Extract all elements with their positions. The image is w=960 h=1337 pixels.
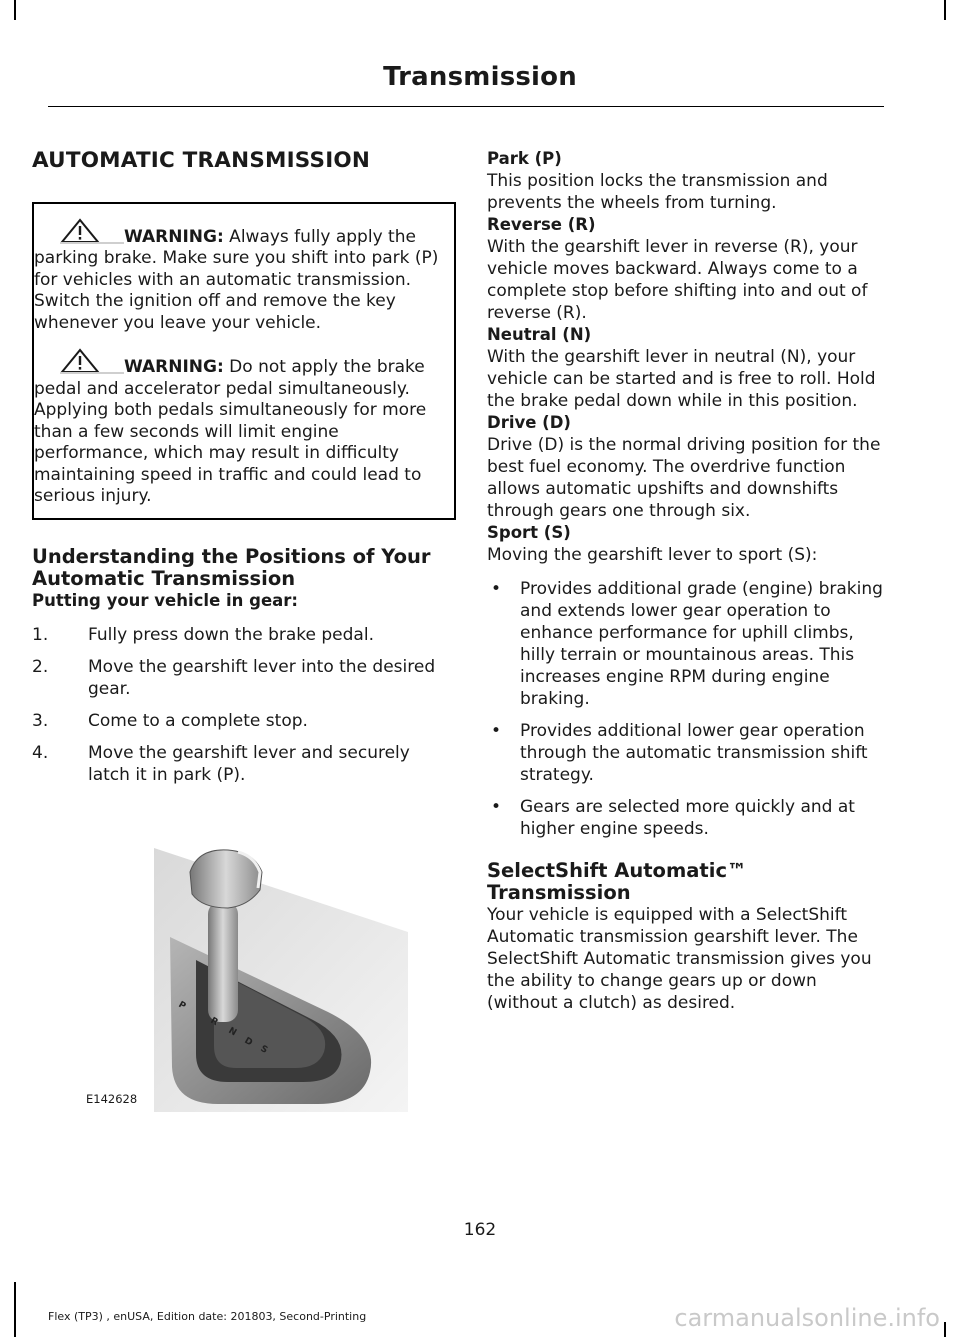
park-heading: Park (P) [487, 149, 562, 168]
header-rule [48, 106, 884, 107]
list-item: 1. Fully press down the brake pedal. [32, 624, 374, 645]
park-text: This position locks the transmission and prevents the wheels from turning. [487, 171, 828, 213]
reverse-heading: Reverse (R) [487, 215, 596, 234]
crop-mark-bottom-left [14, 1282, 16, 1337]
sport-heading: Sport (S) [487, 523, 571, 542]
positions-subheading: Understanding the Positions of Your Automatic Transmission [32, 544, 431, 590]
section-title: AUTOMATIC TRANSMISSION [32, 148, 371, 173]
right-column [487, 148, 883, 1014]
list-item: 2. Move the gearshift lever into the desired gear. [32, 656, 436, 699]
selectshift-text: Your vehicle is equipped with a SelectShift Automatic transmission gearshift lever. The SelectShift Automatic transmission gives you the ability to change gears up or down (without a clutch) as desired. [487, 905, 872, 1013]
list-item: • Gears are selected more quickly and at higher engine speeds. [491, 797, 855, 839]
page-number: 162 [463, 1220, 497, 1240]
svg-text:R: R [208, 1015, 220, 1029]
steps-list [32, 624, 456, 786]
svg-text:S: S [258, 1043, 270, 1056]
neutral-text: With the gearshift lever in neutral (N), your vehicle can be started and is free to roll. Hold the brake pedal down while in this position. [487, 347, 876, 411]
steps-heading: Putting your vehicle in gear: [32, 590, 299, 610]
sport-intro: Moving the gearshift lever to sport (S): [487, 545, 818, 565]
crop-mark-top-left [14, 0, 16, 20]
edition-footer: Flex (TP3) , enUSA, Edition date: 201803, Second-Printing [48, 1310, 367, 1323]
svg-text:N: N [226, 1025, 239, 1039]
list-item: • Provides additional grade (engine) braking and extends lower gear operation to enhance performance for uphill climbs, hilly terrain or mountainous areas. This increases engine RPM during engine braking. [491, 579, 883, 709]
list-item: 4. Move the gearshift lever and securely latch it in park (P). [32, 742, 410, 785]
gearshift-illustration [78, 842, 408, 1112]
warning-label: WARNING: [124, 357, 224, 378]
warning-label: WARNING: [124, 226, 224, 247]
reverse-text: With the gearshift lever in reverse (R), your vehicle moves backward. Always come to a complete stop before shifting into and out of reverse (R). [487, 237, 868, 323]
warning-2 [34, 348, 454, 508]
figure-code: E142628 [86, 1092, 138, 1106]
warning-box [32, 202, 456, 520]
svg-text:P: P [176, 999, 188, 1012]
list-item: 3. Come to a complete stop. [32, 710, 308, 731]
drive-heading: Drive (D) [487, 413, 571, 432]
warning-triangle-icon [60, 218, 124, 244]
left-column [32, 148, 456, 796]
crop-mark-top-right [944, 0, 946, 20]
warning-1 [34, 218, 454, 335]
warning-text: Do not apply the brake pedal and accelerator pedal simultaneously. Applying both pedals simultaneously for more than a few seconds will limit engine performance, which may result in difficulty maintaining speed in traffic and could lead to serious injury. [34, 357, 427, 507]
svg-text:D: D [242, 1035, 254, 1049]
neutral-heading: Neutral (N) [487, 325, 592, 344]
drive-text: Drive (D) is the normal driving position for the best fuel economy. The overdrive function allows automatic upshifts and downshifts through gears one through six. [487, 435, 881, 521]
list-item: • Provides additional lower gear operation through the automatic transmission shift strategy. [491, 721, 868, 785]
warning-triangle-icon [60, 348, 124, 374]
warning-text: Always fully apply the parking brake. Make sure you shift into park (P) for vehicles with an automatic transmission. Switch the ignition off and remove the key whenever you leave your vehicle. [34, 226, 439, 333]
crop-mark-bottom-right [944, 1322, 946, 1337]
watermark: carmanualsonline.info [674, 1304, 940, 1332]
sport-bullets [487, 578, 883, 840]
page-header-title: Transmission [383, 62, 577, 92]
selectshift-heading: SelectShift Automatic™ Transmission [487, 859, 747, 904]
